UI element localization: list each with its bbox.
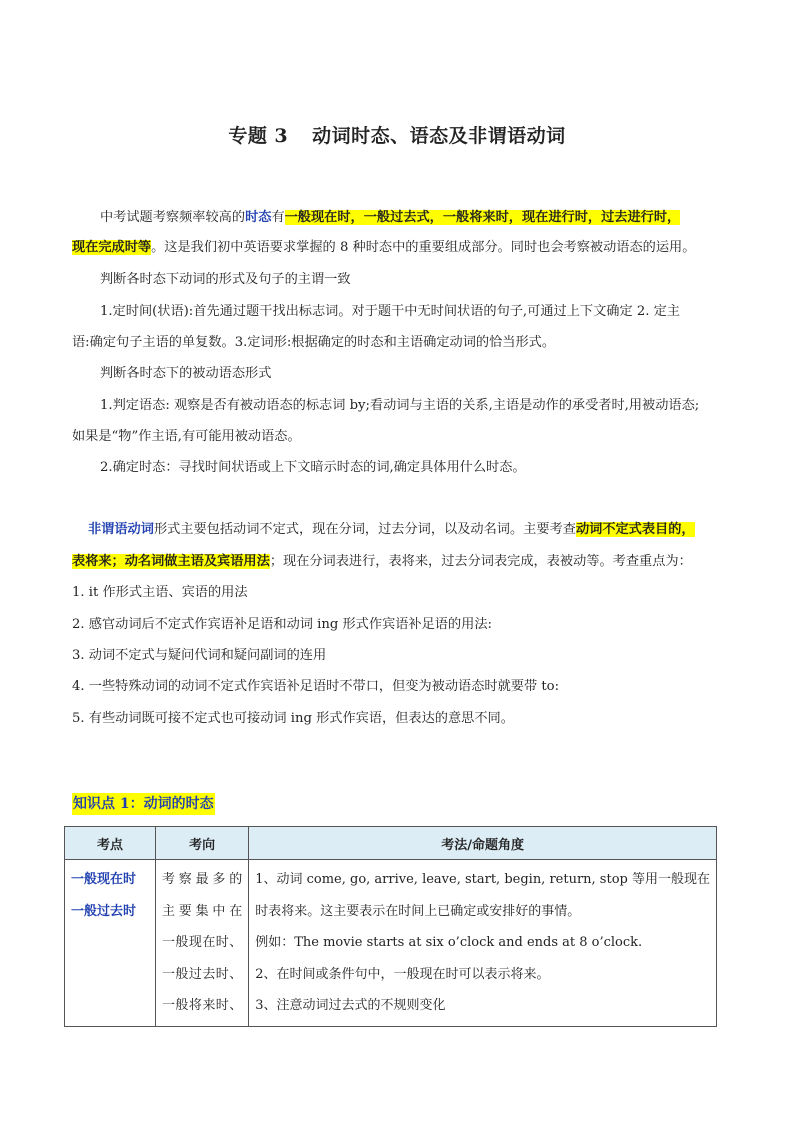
cell-line: 3、注意动词过去式的不规则变化: [255, 998, 446, 1013]
cell-line: 例如：The movie starts at six o’clock and ends at 8 o’clock.: [255, 935, 643, 950]
list-item: 1. it 作形式主语、宾语的用法: [72, 585, 248, 600]
paragraph-line: 判断各时态下的被动语态形式: [100, 366, 272, 381]
table-row: [65, 860, 717, 1027]
highlighted-text: 表将来；动名词做主语及宾语用法: [72, 554, 270, 569]
paragraph-line: 1.判定语态: 观察是否有被动语态的标志词 by;看动词与主语的关系,主语是动作的承受者时,用被动语态;: [100, 398, 700, 413]
cell-line: 时表将来。这主要表示在时间上已确定或安排好的事情。: [255, 903, 581, 919]
highlighted-text: 动词不定式表目的，: [575, 522, 695, 537]
header-kaofa: 考法/命题角度: [249, 827, 717, 860]
text-run: 有: [271, 210, 285, 225]
cell-line: 考察最多的: [161, 872, 243, 887]
knowledge-point-heading: 知识点 1：动词的时态: [72, 793, 215, 815]
paragraph-line: [72, 552, 724, 572]
cell-line: 一般将来时、: [161, 998, 243, 1013]
keyword-tense: 时态: [245, 210, 272, 225]
page-title: [0, 121, 794, 148]
paragraph-line: [72, 520, 724, 540]
paragraph-line: [72, 238, 724, 258]
cell-line: 2、在时间或条件句中，一般现在时可以表示将来。: [255, 966, 550, 982]
highlighted-tenses: 现在完成时等: [72, 240, 152, 255]
cell-line: 主要集中在: [161, 903, 243, 919]
paragraph-line: 2.确定时态：寻找时间状语或上下文暗示时态的词,确定具体用什么时态。: [100, 460, 526, 475]
cell-line: 1、动词 come, go, arrive, leave, start, begin, return, stop 等用一般现在: [255, 872, 710, 887]
list-item: 2. 感官动词后不定式作宾语补足语和动词 ing 形式作宾语补足语的用法:: [72, 617, 493, 632]
keyword-nonfinite: 非谓语动词: [88, 522, 154, 537]
header-kaoxiang: 考向: [155, 827, 248, 860]
list-item: 5. 有些动词既可接不定式也可接动词 ing 形式作宾语，但表达的意思不同。: [72, 711, 514, 726]
header-kaodian: 考点: [65, 827, 156, 860]
title-main: 动词时态、语态及非谓语动词: [312, 125, 566, 147]
tense-table: [64, 826, 717, 1027]
paragraph-line: 1.定时间(状语):首先通过题干找出标志词。对于题干中无时间状语的句子,可通过上下文确定 2. 定主: [100, 304, 680, 319]
cell-kaoxiang: [155, 860, 248, 1027]
title-prefix: 专题 3: [228, 125, 289, 147]
cell-kaodian: [65, 860, 156, 1027]
text-run: 中考试题考察频率较高的: [100, 210, 246, 225]
cell-line: 一般现在时: [71, 872, 137, 887]
text-run: 形式主要包括动词不定式，现在分词，过去分词，以及动名词。主要考查: [153, 522, 576, 537]
table-header-row: [65, 827, 717, 860]
cell-line: 一般现在时、: [161, 935, 243, 950]
paragraph-line: 如果是“物”作主语,有可能用被动语态。: [72, 429, 301, 444]
highlighted-tenses: 一般现在时，一般过去式，一般将来时，现在进行时，过去进行时，: [284, 210, 681, 225]
paragraph-line: [72, 208, 724, 228]
cell-line: 一般过去时、: [161, 966, 243, 982]
cell-kaofa: [249, 860, 717, 1027]
paragraph-line: 语:确定句子主语的单复数。3.定词形:根据确定的时态和主语确定动词的恰当形式。: [72, 335, 556, 350]
text-run: 。这是我们初中英语要求掌握的 8 种时态中的重要组成部分。同时也会考察被动语态的运用。: [151, 240, 696, 255]
list-item: 3. 动词不定式与疑问代词和疑问副词的连用: [72, 648, 327, 663]
list-item: 4. 一些特殊动词的动词不定式作宾语补足语时不带口，但变为被动语态时就要带 to:: [72, 679, 560, 694]
text-run: ；现在分词表进行，表将来，过去分词表完成，表被动等。考查重点为：: [269, 554, 692, 569]
paragraph-line: 判断各时态下动词的形式及句子的主谓一致: [100, 272, 351, 287]
cell-line: 一般过去时: [71, 903, 137, 919]
